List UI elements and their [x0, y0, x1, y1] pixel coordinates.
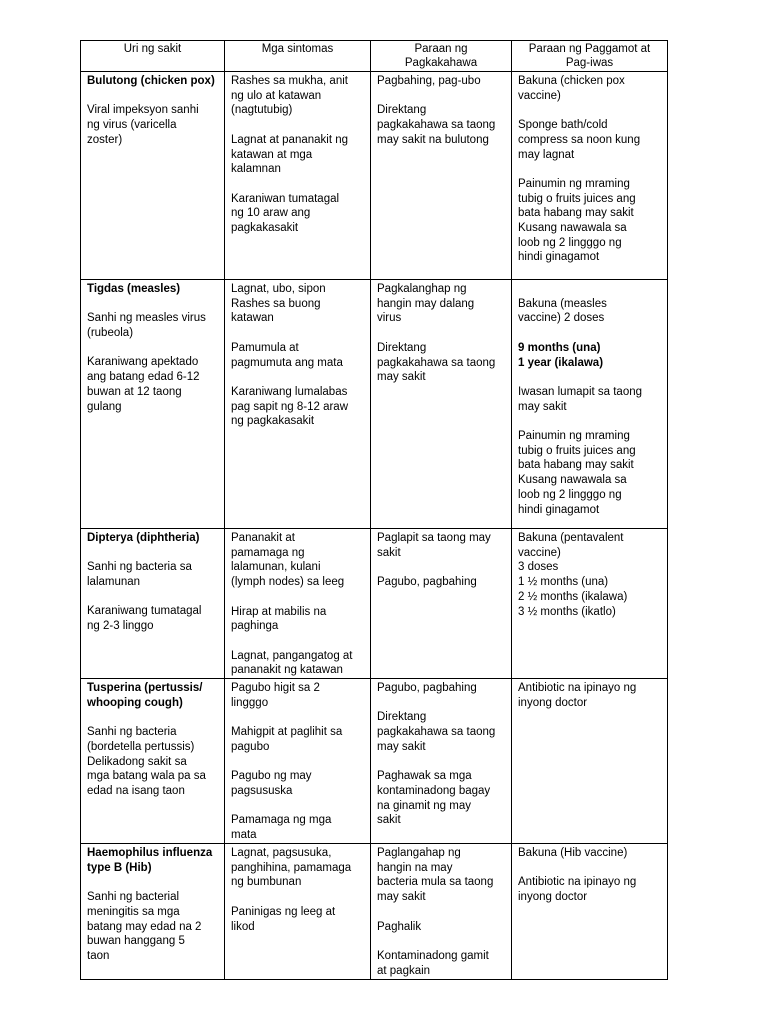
- cell-paragraph: Paghalik: [377, 920, 422, 933]
- cell-treatment-prevention: [512, 280, 668, 529]
- cell-paragraph: Painumin ng mraming tubig o fruits juices ang bata habang may sakit Kusang nawawala sa loob ng 2 lingggo ng hindi ginagamot: [518, 177, 636, 264]
- cell-symptoms: [225, 679, 371, 844]
- cell-transmission: [371, 280, 512, 529]
- cell-disease-type: [81, 72, 225, 280]
- disease-name: Tigdas (measles): [87, 283, 181, 295]
- cell-paragraph: Sanhi ng bacteria (bordetella pertussis) Delikadong sakit sa mga batang wala pa sa edad na isang taon: [87, 726, 206, 797]
- row-pertussis: [81, 679, 668, 844]
- cell-paragraph: Pagubo, pagbahing: [377, 682, 477, 694]
- cell-transmission: [371, 72, 512, 280]
- disease-name: Bulutong (chicken pox): [87, 75, 215, 87]
- cell-paragraph: Paglapit sa taong may sakit: [377, 532, 491, 559]
- cell-transmission: [371, 529, 512, 679]
- header-symptoms: [225, 41, 371, 72]
- row-hib: [81, 844, 668, 980]
- cell-disease-type: [81, 679, 225, 844]
- cell-paragraph: Karaniwan tumatagal ng 10 araw ang pagkakasakit: [231, 192, 340, 234]
- cell-paragraph: Pagubo ng may pagsususka: [231, 770, 312, 797]
- cell-paragraph: Viral impeksyon sanhi ng virus (varicella zoster): [87, 104, 199, 146]
- row-chicken-pox: [81, 72, 668, 280]
- cell-paragraph: Paglangahap ng hangin na may bacteria mula sa taong may sakit: [377, 847, 494, 904]
- cell-paragraph: Sanhi ng bacterial meningitis sa mga batang may edad na 2 buwan hanggang 5 taon: [87, 891, 202, 962]
- cell-paragraph: Antibiotic na ipinayo ng inyong doctor: [518, 682, 637, 709]
- cell-paragraph: Pagubo higit sa 2 lingggo: [231, 682, 320, 709]
- cell-paragraph: Lagnat, pagsusuka, panghihina, pamamaga ng bumbunan: [231, 847, 352, 889]
- cell-paragraph: Direktang pagkakahawa sa taong may sakit: [377, 711, 496, 753]
- cell-paragraph: Sanhi ng measles virus (rubeola): [87, 312, 206, 340]
- header-disease-type: [81, 41, 225, 72]
- cell-symptoms: [225, 529, 371, 679]
- header-transmission: [371, 41, 512, 72]
- header-row: [81, 41, 668, 72]
- cell-treatment-prevention: [512, 844, 668, 980]
- header-label: Paraan ng Paggamot at Pag-iwas: [528, 43, 651, 69]
- cell-treatment-prevention: [512, 679, 668, 844]
- cell-paragraph: Karaniwang apektado ang batang edad 6-12 buwan at 12 taong gulang: [87, 356, 200, 413]
- document-page: [80, 40, 667, 980]
- cell-paragraph: Bakuna (measles vaccine) 2 doses: [518, 297, 607, 325]
- cell-treatment-prevention: [512, 529, 668, 679]
- cell-paragraph: Pananakit at pamamaga ng lalamunan, kulani (lymph nodes) sa leeg: [231, 532, 345, 589]
- cell-disease-type: [81, 529, 225, 679]
- cell-paragraph: Sanhi ng bacteria sa lalamunan: [87, 561, 192, 589]
- cell-paragraph: Hirap at mabilis na paghinga: [231, 605, 327, 633]
- header-label: Uri ng sakit: [123, 43, 182, 55]
- cell-paragraph: Bakuna (Hib vaccine): [518, 847, 628, 859]
- cell-paragraph: Sponge bath/cold compress sa noon kung may lagnat: [518, 119, 641, 161]
- cell-symptoms: [225, 280, 371, 529]
- cell-paragraph: Karaniwang lumalabas pag sapit ng 8-12 araw ng pagkakasakit: [231, 385, 348, 428]
- cell-disease-type: [81, 280, 225, 529]
- dose-schedule: 9 months (una) 1 year (ikalawa): [518, 341, 604, 369]
- disease-name: Haemophilus influenza type B (Hib): [87, 847, 213, 874]
- cell-paragraph: Paghawak sa mga kontaminadong bagay na ginamit ng may sakit: [377, 770, 491, 827]
- header-treatment-prevention: [512, 41, 668, 72]
- cell-paragraph: Direktang pagkakahawa sa taong may sakit na bulutong: [377, 104, 496, 146]
- header-label: Mga sintomas: [261, 43, 334, 55]
- row-diphtheria: [81, 529, 668, 679]
- cell-paragraph: Iwasan lumapit sa taong may sakit: [518, 385, 643, 413]
- cell-disease-type: [81, 844, 225, 980]
- cell-paragraph: Kontaminadong gamit at pagkain: [377, 949, 489, 977]
- cell-symptoms: [225, 844, 371, 980]
- disease-table: [80, 40, 668, 980]
- cell-paragraph: Painumin ng mraming tubig o fruits juices ang bata habang may sakit Kusang nawawala sa loob ng 2 lingggo ng hindi ginagamot: [518, 429, 636, 516]
- cell-paragraph: Pagubo, pagbahing: [377, 576, 477, 589]
- cell-paragraph: Rashes sa mukha, anit ng ulo at katawan (nagtutubig): [231, 75, 348, 117]
- cell-paragraph: Antibiotic na ipinayo ng inyong doctor: [518, 876, 637, 904]
- cell-transmission: [371, 679, 512, 844]
- cell-paragraph: Karaniwang tumatagal ng 2-3 linggo: [87, 605, 202, 633]
- header-label: Paraan ng Pagkakahawa: [404, 43, 478, 69]
- cell-paragraph: Paninigas ng leeg at likod: [231, 905, 336, 933]
- disease-name: Tusperina (pertussis/ whooping cough): [87, 682, 203, 709]
- disease-name: Dipterya (diphtheria): [87, 532, 200, 544]
- cell-transmission: [371, 844, 512, 980]
- cell-paragraph: Pagbahing, pag-ubo: [377, 75, 481, 87]
- cell-paragraph: Pagkalanghap ng hangin may dalang virus: [377, 283, 475, 325]
- cell-paragraph: Bakuna (pentavalent vaccine) 3 doses 1 ½ months (una) 2 ½ months (ikalawa) 3 ½ months (ikatlo): [518, 532, 628, 618]
- cell-paragraph: Bakuna (chicken pox vaccine): [518, 75, 625, 102]
- cell-paragraph: Lagnat, pangangatog at pananakit ng katawan: [231, 649, 353, 677]
- cell-paragraph: Pamumula at pagmumuta ang mata: [231, 341, 343, 369]
- cell-treatment-prevention: [512, 72, 668, 280]
- row-measles: [81, 280, 668, 529]
- cell-symptoms: [225, 72, 371, 280]
- cell-paragraph: Direktang pagkakahawa sa taong may sakit: [377, 341, 496, 384]
- cell-paragraph: Lagnat, ubo, sipon Rashes sa buong katawan: [231, 283, 326, 325]
- cell-paragraph: Lagnat at pananakit ng katawan at mga kalamnan: [231, 133, 349, 176]
- cell-paragraph: Mahigpit at paglihit sa pagubo: [231, 726, 343, 753]
- cell-paragraph: Pamamaga ng mga mata: [231, 814, 332, 841]
